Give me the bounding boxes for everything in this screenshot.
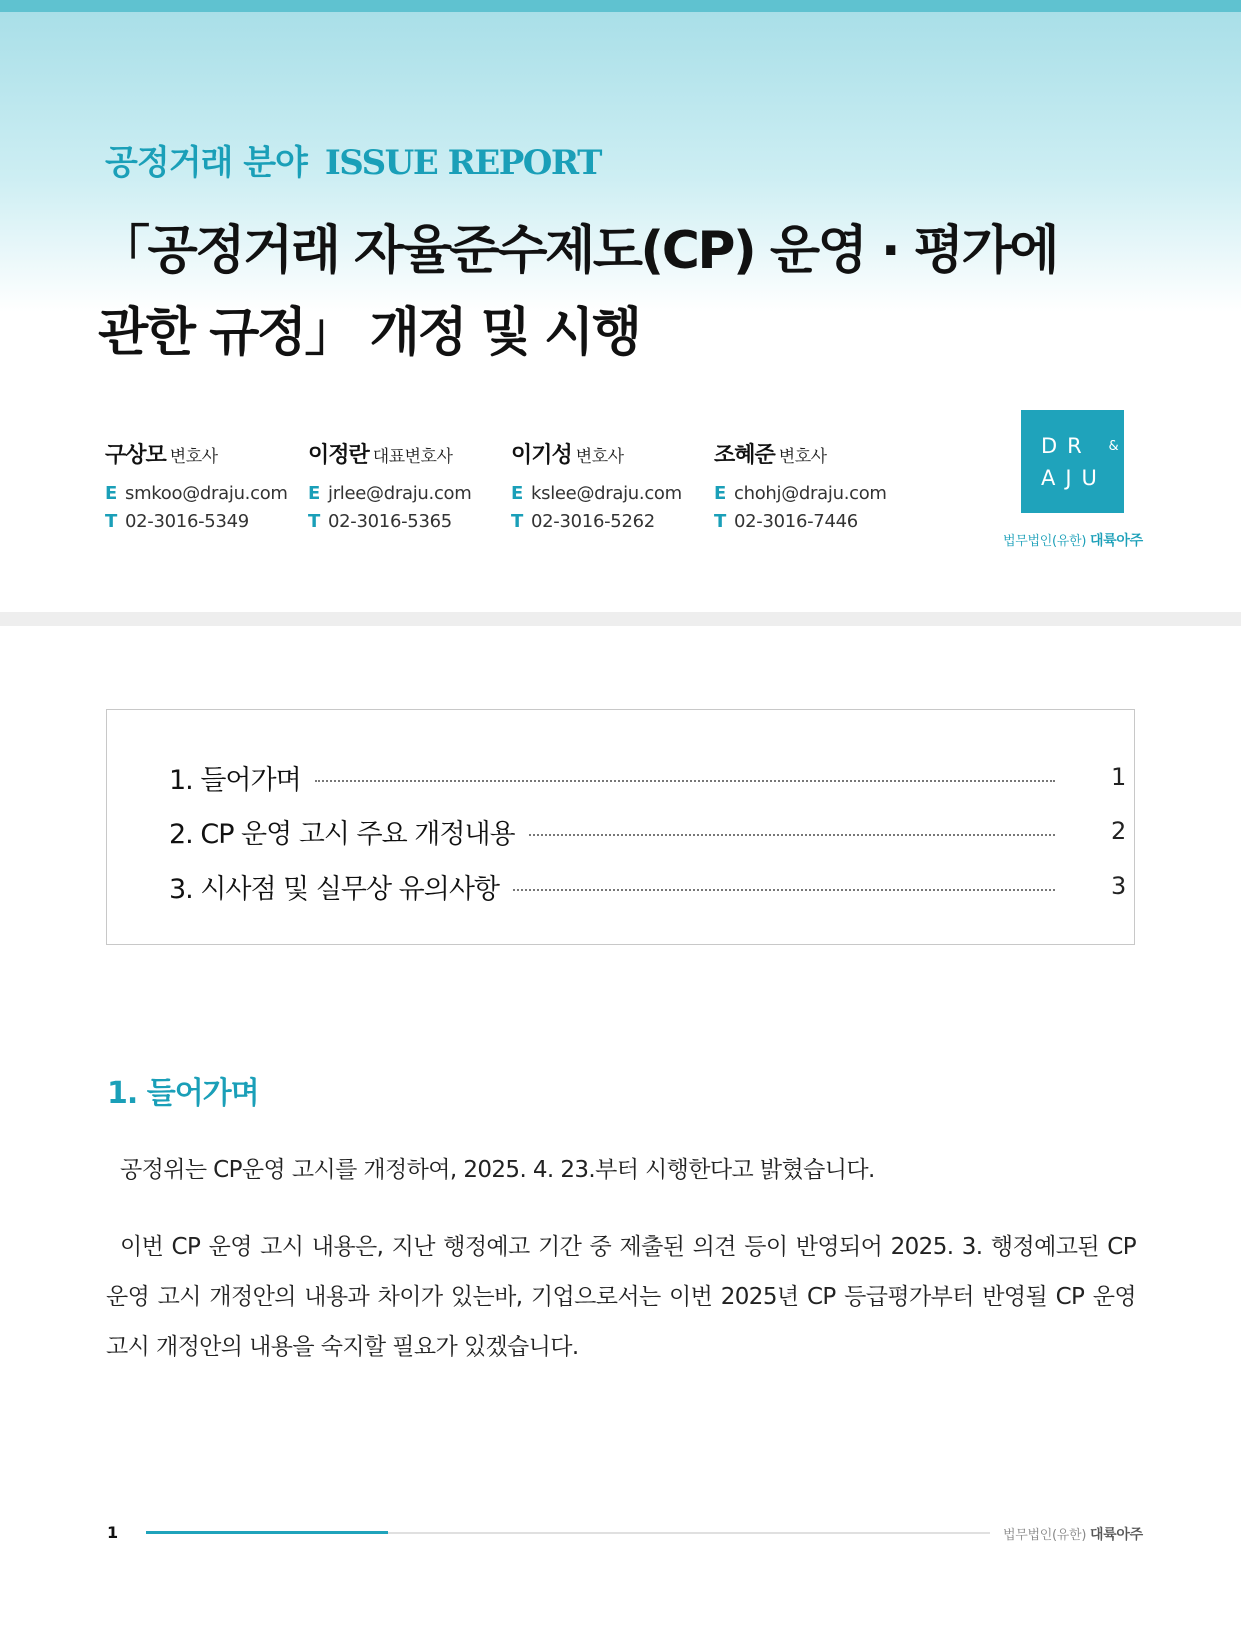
author-name: 조혜준 bbox=[714, 443, 775, 468]
author-list bbox=[105, 438, 925, 538]
author-card bbox=[105, 438, 305, 536]
author-phone: 02-3016-5349 bbox=[125, 511, 249, 532]
logo-caption-name: 대륙아주 bbox=[1089, 533, 1143, 549]
section-heading: 1. 들어가며 bbox=[107, 1076, 259, 1111]
logo-text-aju: AJU bbox=[1041, 466, 1107, 490]
category-korean: 공정거래 분야 bbox=[105, 143, 307, 183]
logo-caption-prefix: 법무법인(유한) bbox=[1003, 534, 1087, 549]
author-phone: 02-3016-5365 bbox=[328, 511, 452, 532]
table-of-contents bbox=[106, 709, 1135, 945]
author-email[interactable]: smkoo@draju.com bbox=[125, 483, 288, 504]
toc-item[interactable] bbox=[169, 757, 1127, 797]
author-phone: 02-3016-7446 bbox=[734, 511, 858, 532]
toc-item[interactable] bbox=[169, 866, 1127, 906]
author-title: 대표변호사 bbox=[372, 447, 453, 467]
toc-dot-leader bbox=[529, 834, 1055, 836]
author-card bbox=[308, 438, 508, 536]
logo-text-dr: DR bbox=[1041, 434, 1092, 458]
author-name: 이정란 bbox=[308, 443, 369, 468]
author-email[interactable]: chohj@draju.com bbox=[734, 483, 887, 504]
footer-firm-name bbox=[1003, 1524, 1143, 1544]
email-label: E bbox=[714, 483, 726, 504]
section-divider bbox=[0, 612, 1241, 626]
footer-rule-accent bbox=[146, 1531, 388, 1534]
author-name: 이기성 bbox=[511, 443, 572, 468]
email-label: E bbox=[308, 483, 320, 504]
tel-label: T bbox=[714, 511, 726, 532]
footer-firm-prefix: 법무법인(유한) bbox=[1003, 1528, 1087, 1543]
toc-dot-leader bbox=[513, 889, 1055, 891]
title-line-2: 관한 규정」 개정 및 시행 bbox=[98, 303, 640, 363]
toc-item-label: 2. CP 운영 고시 주요 개정내용 bbox=[169, 818, 515, 850]
email-label: E bbox=[511, 483, 523, 504]
firm-logo-caption bbox=[1003, 530, 1143, 550]
author-email[interactable]: jrlee@draju.com bbox=[328, 483, 472, 504]
email-label: E bbox=[105, 483, 117, 504]
title-line-1: 「공정거래 자율준수제도(CP) 운영 · 평가에 bbox=[98, 221, 1057, 281]
report-category bbox=[105, 135, 601, 184]
author-title: 변호사 bbox=[778, 447, 827, 467]
toc-item-page: 2 bbox=[1111, 817, 1127, 845]
tel-label: T bbox=[511, 511, 523, 532]
tel-label: T bbox=[105, 511, 117, 532]
toc-item-page: 1 bbox=[1111, 763, 1127, 791]
toc-item[interactable] bbox=[169, 811, 1127, 851]
author-title: 변호사 bbox=[575, 447, 624, 467]
author-email[interactable]: kslee@draju.com bbox=[531, 483, 682, 504]
logo-ampersand: & bbox=[1108, 439, 1119, 454]
footer-firm-label: 대륙아주 bbox=[1089, 1527, 1143, 1543]
author-card bbox=[511, 438, 711, 536]
author-phone: 02-3016-5262 bbox=[531, 511, 655, 532]
category-english: ISSUE REPORT bbox=[324, 143, 601, 183]
author-name: 구상모 bbox=[105, 443, 166, 468]
author-title: 변호사 bbox=[169, 447, 218, 467]
body-paragraph: 공정위는 CP운영 고시를 개정하여, 2025. 4. 23.부터 시행한다고 밝혔습니다. bbox=[120, 1157, 875, 1183]
report-title bbox=[98, 210, 1158, 374]
top-accent-stripe bbox=[0, 0, 1241, 12]
body-paragraph: 이번 CP 운영 고시 내용은, 지난 행정예고 기간 중 제출된 의견 등이 반영되어 2025. 3. 행정예고된 CP 운영 고시 개정안의 내용과 차이가 있는바, 기업으로서는 이번 2025년 CP 등급평가부터 반영될 CP 운영 고시 개정안의 내용을 숙지할 필요가 있겠습니다. bbox=[106, 1234, 1136, 1360]
page-number: 1 bbox=[107, 1523, 119, 1542]
toc-item-label: 1. 들어가며 bbox=[169, 764, 301, 796]
author-card bbox=[714, 438, 914, 536]
toc-item-page: 3 bbox=[1111, 872, 1127, 900]
firm-logo bbox=[1021, 410, 1124, 513]
toc-dot-leader bbox=[315, 780, 1055, 782]
toc-item-label: 3. 시사점 및 실무상 유의사항 bbox=[169, 873, 499, 905]
tel-label: T bbox=[308, 511, 320, 532]
